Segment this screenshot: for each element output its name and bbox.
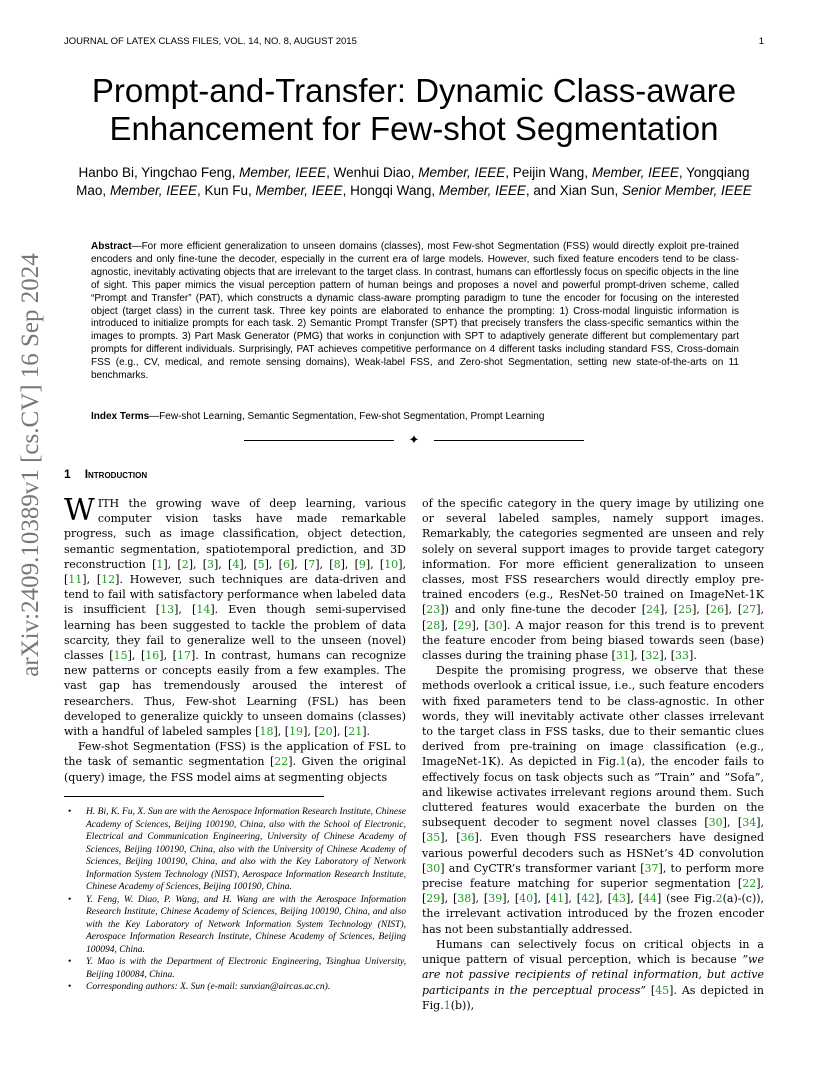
citation-link[interactable]: [40] [514, 892, 538, 906]
citation-link[interactable]: [36] [456, 831, 479, 845]
citation-link[interactable]: [21] [343, 725, 367, 739]
footnote: • H. Bi, K. Fu, X. Sun are with the Aerospace Information Research Institute, Chinese Academy of Sciences, Beijing 100190, China, also with the School of Electronic, Electrical and Communication Engineering, University of Chinese Academy of Sciences, Beijing 100190, China, also with the University of Chinese Academy of Sciences, Beijing 100190, China, and also with the Key Laboratory of Network Information System Technology (NIST), Aerospace Information Research Institute, Chinese Academy of Sciences, Beijing 100190, China. [68, 807, 406, 892]
diamond-icon: ✦ [408, 432, 420, 447]
abstract-text: —For more efficient generalization to unseen domains (classes), most Few-shot Segmentation (FSS) would directly exploit pre-trained encoders and only fine-tune the decoder, especially in the current era of large models. However, such fixed feature encoders tend to be class-agnostic, inevitably activating objects that are irrelevant to the target class. In contrast, humans can effortlessly focus on specific objects in the line of sight. This paper mimics the visual perception pattern of human beings and proposes a novel and powerful prompt-driven scheme, called “Prompt and Transfer” (PAT), which constructs a dynamic class-aware prompting paradigm to tune the encoder for focusing on the interested object (target class) in the current task. Three key points are elaborated to enhance the prompting: 1) Cross-modal linguistic information is introduced to initialize prompts for each task. 2) Semantic Prompt Transfer (SPT) that precisely transfers the class-specific semantics within the images to prompts. 3) Part Mask Generator (PMG) that works in conjunction with SPT to adaptively generate different but complementary part prompts for different individuals. Surprisingly, PAT achieves competitive performance on 4 different tasks including standard FSS, Cross-domain FSS (e.g., CV, medical, and remote sensing domains), Weak-label FSS, and Zero-shot Segmentation, setting new state-of-the-arts on 11 benchmarks. [91, 241, 739, 382]
citation-link[interactable]: [3] [202, 557, 219, 571]
citation-link[interactable]: [19] [284, 725, 308, 739]
section-title: Introduction [84, 467, 148, 481]
paragraph-text: the growing wave of deep learning, various computer vision tasks have made remarkable progress, such as image classification, object detection, semantic segmentation, spatiotemporal prediction, and 3D reconstruction [1], [2], [3], [4], [5], [6], [7], [8], [9], [10], [11], [12]. However, such techniques are data-driven and tend to fail with satisfactory performance when labeled data is insufficient [13], [14]. Even though semi-supervised learning has been suggested to tackle the problem of data scarcity, they fail to generalize well to the unseen (novel) classes [15], [16], [17]. In contrast, humans can recognize new patterns or concepts easily from a few examples. The vast gap has tremendously aroused the interest of researchers. Thus, Few-shot Learning (FSL) has been developed to generalize quickly to unseen domains (classes) with a handful of labeled samples [18], [19], [20], [21]. [64, 497, 406, 739]
drop-cap: W [64, 493, 95, 528]
section-heading [64, 467, 147, 481]
citation-link[interactable]: [31] [611, 649, 635, 663]
footnote: • Y. Feng, W. Diao, P. Wang, and H. Wang are with the Aerospace Information Research Institute, Chinese Academy of Sciences, Beijing 100190, China, and also with the Key Laboratory of Network Information System Technology (NIST), Aerospace Information Research Institute, Chinese Academy of Sciences, Beijing 100094, China. [68, 894, 406, 955]
footnote: • Y. Mao is with the Department of Electronic Engineering, Tsinghua University, Beijing 100084, China. [68, 957, 406, 980]
arxiv-stamp-text: arXiv:2409.10389v1 [cs.CV] 16 Sep 2024 [17, 253, 44, 677]
page-number: 1 [758, 36, 764, 47]
citation-link[interactable]: [30] [422, 861, 445, 875]
citation-link[interactable]: Fig.1 [422, 998, 451, 1012]
citation-link[interactable]: [29] [453, 618, 476, 632]
intro-paragraph-2 [64, 739, 406, 785]
citation-link[interactable]: [22] [737, 877, 761, 891]
quotation: ”we are not passive recipients of retinal information, but active participants in the perceptual process” [422, 953, 764, 997]
citation-link[interactable]: [8] [329, 557, 345, 571]
citation-link[interactable]: [33] [670, 649, 694, 663]
citation-link[interactable]: [4] [228, 557, 244, 571]
citation-link[interactable]: [28] [422, 618, 445, 632]
citation-link[interactable]: [27] [737, 603, 761, 617]
citation-link[interactable]: [9] [354, 557, 371, 571]
citation-link[interactable]: [18] [255, 725, 278, 739]
citation-link[interactable]: [13] [155, 603, 179, 617]
journal-name: JOURNAL OF LATEX CLASS FILES, VOL. 14, NO. 8, AUGUST 2015 [64, 36, 357, 47]
citation-link[interactable]: [14] [192, 603, 215, 617]
citation-link[interactable]: [12] [96, 573, 120, 587]
separator-line-right [434, 440, 584, 441]
citation-link[interactable]: [30] [704, 816, 727, 830]
author-list: Hanbo Bi, Yingchao Feng, Member, IEEE, Wenhui Diao, Member, IEEE, Peijin Wang, Member, IEEE, Yongqiang Mao, Member, IEEE, Kun Fu, Member, IEEE, Hongqi Wang, Member, IEEE, and Xian Sun, Senior Member, IEEE [76, 165, 752, 198]
citation-link[interactable]: [5] [253, 557, 269, 571]
footnote-rule [64, 796, 324, 797]
abstract-label: Abstract [91, 241, 132, 252]
citation-link[interactable]: [42] [576, 892, 600, 906]
paragraph-text: of the specific category in the query image by utilizing one or several labeled samples, namely support images. Remarkably, the categories segmented are unseen and rely solely on several support images to provide target category information. For more efficient generalization to unseen classes, most FSS researchers would directly employ pre-trained encoders (e.g., ResNet-50 trained on ImageNet-1K [23]) and only fine-tune the decoder [24], [25], [26], [27], [28], [29], [30]. A major reason for this trend is to prevent the feature encoder from being biased towards seen (base) classes during the training phase [31], [32], [33]. [422, 497, 764, 663]
citation-link[interactable]: [15] [109, 649, 132, 663]
citation-link[interactable]: [45] [650, 983, 674, 997]
citation-link[interactable]: [22] [269, 755, 293, 769]
citation-link[interactable]: [6] [278, 557, 295, 571]
paragraph-text: Humans can selectively focus on critical objects in a unique pattern of visual perception, which is because [422, 937, 764, 967]
footnote: • Corresponding authors: X. Sun (e-mail: sunxian@aircas.ac.cn). [68, 982, 331, 992]
citation-link[interactable]: Fig.2 [693, 892, 723, 906]
citation-link[interactable]: [29] [422, 892, 445, 906]
citation-link[interactable]: [2] [177, 557, 193, 571]
citation-link[interactable]: [24] [641, 603, 665, 617]
citation-link[interactable]: [16] [140, 649, 164, 663]
citation-link[interactable]: [44] [638, 892, 662, 906]
citation-link[interactable]: [1] [152, 557, 168, 571]
index-terms-label: Index Terms [91, 411, 150, 422]
index-terms [91, 411, 739, 422]
citation-link[interactable]: [30] [484, 618, 507, 632]
citation-link[interactable]: [7] [303, 557, 320, 571]
paper-title: Prompt-and-Transfer: Dynamic Class-aware Enhancement for Few-shot Segmentation [91, 72, 737, 147]
citation-link[interactable]: [23] [422, 603, 445, 617]
right-column [422, 496, 764, 1013]
citation-link[interactable]: [43] [607, 892, 631, 906]
citation-link[interactable]: [38] [452, 892, 476, 906]
separator-line-left [244, 440, 394, 441]
lead-in: ITH [97, 497, 120, 510]
paragraph-text: Despite the promising progress, we observe that these methods overlook a critical issue, i.e., such feature encoders with fixed parameters tend to be class-agnostic. In other words, they will inevitably activate other classes irrelevant to the target class in FSS tasks, due to their semantic clues derived from pre-training on image classification (e.g., ImageNet-1K). As depicted in Fig.1(a), the encoder fails to effectively focus on task objects such as ”Train” and ”Sofa”, and likewise activates irrelevant regions around them. Such cluttered features would exacerbate the burden on the subsequent decoder to segment novel classes [30], [34], [35], [36]. Even though FSS researchers have designed various powerful decoders such as HSNet’s 4D convolution [30] and CyCTR’s transformer variant [37], to perform more precise feature matching for superior segmentation [22], [29], [38], [39], [40], [41], [42], [43], [44] (see Fig.2(a)-(c)), the irrelevant activation introduced by the frozen encoder has not been substantially addressed. [422, 664, 765, 936]
intro-paragraph-1 [64, 493, 406, 739]
section-separator [244, 432, 584, 448]
intro-paragraph-5 [422, 937, 764, 1013]
citation-link[interactable]: [10] [379, 557, 403, 571]
left-column [64, 493, 407, 785]
intro-paragraph-3 [422, 496, 764, 663]
intro-paragraph-4 [422, 663, 764, 937]
paragraph-text: [45]. As depicted in Fig.1(b)), [422, 983, 765, 1012]
citation-link[interactable]: Fig.1 [597, 755, 627, 769]
citation-link[interactable]: [37] [640, 861, 663, 875]
section-number: 1 [64, 467, 71, 481]
citation-link[interactable]: [35] [422, 831, 445, 845]
index-terms-text: —Few-shot Learning, Semantic Segmentation, Few-shot Segmentation, Prompt Learning [149, 411, 545, 422]
citation-link[interactable]: [32] [641, 649, 664, 663]
citation-link[interactable]: [11] [64, 573, 87, 587]
arxiv-stamp [14, 253, 48, 677]
citation-link[interactable]: [26] [705, 603, 729, 617]
citation-link[interactable]: [34] [737, 816, 761, 830]
citation-link[interactable]: [25] [673, 603, 697, 617]
footnotes [64, 806, 406, 994]
paragraph-text: Few-shot Segmentation (FSS) is the application of FSL to the task of semantic segmentation [22]. Given the original (query) image, the FSS model aims at segmenting objects [64, 740, 407, 784]
citation-link[interactable]: [39] [483, 892, 507, 906]
abstract [91, 241, 739, 383]
citation-link[interactable]: [20] [314, 725, 337, 739]
citation-link[interactable]: [41] [545, 892, 569, 906]
citation-link[interactable]: [17] [172, 649, 196, 663]
